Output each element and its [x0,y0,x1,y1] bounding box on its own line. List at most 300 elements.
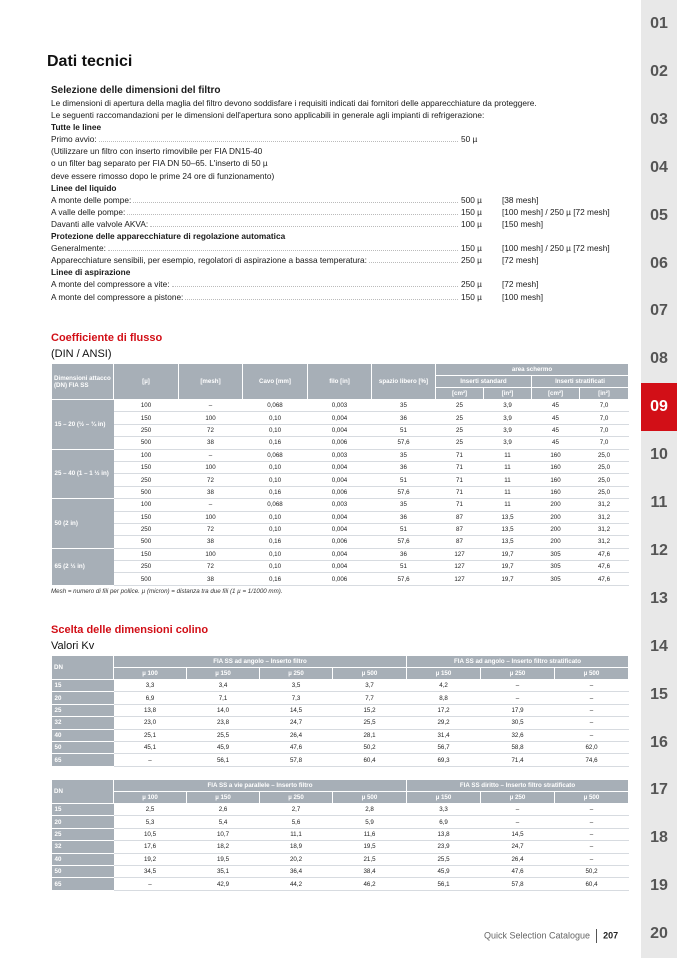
col-group-a: FIA SS a vie parallele – Inserto filtro [114,780,407,792]
table-cell: 500 [114,486,179,498]
table-row [52,474,629,486]
table-cell: 100 [179,461,243,473]
dn-cell: 25 [52,704,114,716]
table-cell: 13,5 [484,523,532,535]
filter-row [51,218,626,230]
table-cell: 47,6 [580,561,629,573]
table-cell: 23,0 [114,717,187,729]
table-row [52,853,629,865]
table-cell: – [114,754,187,766]
table-cell: 7,0 [580,424,629,436]
filter-row-micron: 500 µ [461,194,482,205]
table-cell: 20,2 [260,853,333,865]
table-cell: 71,4 [481,754,555,766]
table-cell: – [555,853,629,865]
table-cell: 25,5 [407,853,481,865]
col-micron: µ 150 [187,792,260,804]
table-cell: 11 [484,499,532,511]
chapter-tab-16: 16 [650,733,668,751]
table-row [52,424,629,436]
table-row [52,680,629,692]
filter-rows [51,121,626,302]
chapter-tab-08: 08 [650,350,668,368]
table-cell: 17,2 [407,704,481,716]
table-cell: 15,2 [333,704,407,716]
col-filo: filo [in] [308,364,372,400]
table-cell: 14,5 [481,828,555,840]
table-cell: 150 [114,548,179,560]
table-cell: 51 [372,523,436,535]
col-micron: µ 250 [481,792,555,804]
table-cell: 5,6 [260,816,333,828]
filter-row-mesh: [72 mesh] [502,255,539,266]
table-cell: 36 [372,412,436,424]
table-cell: 32,6 [481,729,555,741]
filter-row-label: Apparecchiature sensibili, per esempio, regolatori di aspirazione a bassa temperatura: [51,255,367,266]
dn-cell: 40 [52,729,114,741]
page-title: Dati tecnici [47,53,133,70]
col-micron: µ 250 [260,668,333,680]
table-row [52,741,629,753]
table-cell: 19,5 [187,853,260,865]
table-cell: 25,0 [580,449,629,461]
col-unit: [in²] [484,388,532,400]
filter-row-micron: 100 µ [461,218,482,229]
col-mesh: [mesh] [179,364,243,400]
table-cell: 31,4 [407,729,481,741]
page-number: 207 [603,930,619,941]
dn-cell: 15 [52,804,114,816]
col-micron: µ 500 [555,668,629,680]
table-cell: 150 [114,461,179,473]
table-row [52,865,629,877]
table-cell: 25,5 [187,729,260,741]
dn-cell: 25 – 40 (1 – 1 ½ in) [52,449,114,499]
col-unit: [cm²] [532,388,580,400]
table-cell: 25,0 [580,474,629,486]
table-row [52,717,629,729]
table-cell: 38 [179,536,243,548]
dn-cell: 50 [52,741,114,753]
col-micron: µ 100 [114,792,187,804]
table-cell: 19,2 [114,853,187,865]
leader-dots [172,286,458,287]
table-cell: 127 [436,561,484,573]
table-cell: 13,8 [114,704,187,716]
table-cell: 5,4 [187,816,260,828]
table-cell: 62,0 [555,741,629,753]
table-cell: 25,0 [580,461,629,473]
leader-dots [185,299,458,300]
chapter-tab-11: 11 [650,494,668,511]
table-cell: 0,10 [243,561,308,573]
filter-row-mesh: [72 mesh] [502,279,539,290]
chapter-tab-04: 04 [650,158,668,176]
col-group-b: FIA SS diritto – Inserto filtro stratificato [407,780,629,792]
filter-row-label: A monte delle pompe: [51,194,132,205]
table-cell: – [555,729,629,741]
filter-row [51,194,626,206]
dn-cell: 15 – 20 (½ – ¾ in) [52,400,114,450]
table-row [52,437,629,449]
dn-cell: 20 [52,692,114,704]
filter-row-mesh: [100 mesh] / 250 µ [72 mesh] [502,243,610,254]
table-cell: 4,2 [407,680,481,692]
filter-row-label: deve essere rimosso dopo le prime 24 ore di funzionamento) [51,170,275,181]
footer-label: Quick Selection Catalogue [484,930,591,941]
table-row [52,841,629,853]
table-cell: 26,4 [481,853,555,865]
table-cell: 0,10 [243,461,308,473]
table-cell: – [555,717,629,729]
table-cell: 0,16 [243,536,308,548]
table-cell: 56,1 [407,878,481,890]
col-mu: [µ] [114,364,179,400]
filter-row-micron: 150 µ [461,206,482,217]
table-cell: 100 [179,511,243,523]
table-cell: 0,16 [243,573,308,585]
chapter-tab-02: 02 [650,62,668,80]
table-cell: 3,9 [484,412,532,424]
table-cell: 2,5 [114,804,187,816]
table-cell: 31,2 [580,536,629,548]
table-cell: 160 [532,486,580,498]
table-cell: 3,9 [484,400,532,412]
dn-cell: 65 (2 ½ in) [52,548,114,585]
col-dn: DN [52,656,114,680]
table-cell: 0,004 [308,561,372,573]
table-row [52,461,629,473]
table-cell: – [555,828,629,840]
table-cell: – [555,804,629,816]
table-cell: 57,6 [372,486,436,498]
table-cell: 11,1 [260,828,333,840]
table-cell: – [555,816,629,828]
table-row [52,486,629,498]
table-cell: 100 [179,548,243,560]
dn-cell: 65 [52,878,114,890]
table-cell: 18,9 [260,841,333,853]
table-cell: 42,9 [187,878,260,890]
table-row [52,523,629,535]
header-row [52,792,629,804]
table-cell: 45,9 [407,865,481,877]
filter-row [51,266,626,278]
table-cell: 45,1 [114,741,187,753]
table-cell: 71 [436,449,484,461]
chapter-tab-07: 07 [650,302,668,320]
table-cell: 14,0 [187,704,260,716]
table-cell: 250 [114,561,179,573]
table-cell: 160 [532,474,580,486]
header-row [52,780,629,792]
chapter-tab-05: 05 [650,206,668,224]
table-cell: 57,6 [372,573,436,585]
dn-cell: 15 [52,680,114,692]
filter-intro-2: Le seguenti raccomandazioni per le dimensioni dell'apertura sono applicabili in generale agli impianti di refrigerazione: [51,110,485,121]
filter-row-label: o un filter bag separato per FIA DN 50–65. L'inserto di 50 µ [51,158,268,169]
table-cell: 0,10 [243,474,308,486]
table-cell: 35 [372,400,436,412]
leader-dots [369,262,458,263]
table-cell: 100 [114,449,179,461]
table-cell: 71 [436,474,484,486]
table-cell: 3,4 [187,680,260,692]
filter-row [51,145,626,157]
table-cell: – [481,816,555,828]
filter-row-mesh: [100 mesh] / 250 µ [72 mesh] [502,206,610,217]
dn-cell: 50 (2 in) [52,499,114,549]
table-cell: 45 [532,437,580,449]
table-row [52,499,629,511]
kv-table-2 [51,779,629,891]
table-row [52,754,629,766]
flow-subtitle: (DIN / ANSI) [51,348,112,360]
table-cell: 500 [114,536,179,548]
table-cell: 13,5 [484,511,532,523]
table-cell: 25 [436,437,484,449]
table-cell: 71 [436,486,484,498]
table-cell: 19,7 [484,573,532,585]
table-cell: 127 [436,573,484,585]
dn-cell: 50 [52,865,114,877]
table-cell: – [179,499,243,511]
table-cell: 28,1 [333,729,407,741]
table-cell: 51 [372,561,436,573]
table-cell: 18,2 [187,841,260,853]
table-cell: 57,6 [372,437,436,449]
table-cell: 200 [532,536,580,548]
table-row [52,704,629,716]
table-cell: 3,3 [407,804,481,816]
dn-cell: 25 [52,828,114,840]
table-cell: 50,2 [555,865,629,877]
table-cell: 11 [484,486,532,498]
leader-dots [127,214,458,215]
table-cell: 25,5 [333,717,407,729]
table-cell: 500 [114,573,179,585]
table-cell: 26,4 [260,729,333,741]
table-cell: – [555,692,629,704]
header-row [52,668,629,680]
table-cell: 0,004 [308,424,372,436]
table-cell: 87 [436,511,484,523]
table-cell: 250 [114,474,179,486]
leader-dots [133,202,458,203]
leader-dots [108,250,458,251]
col-micron: µ 500 [333,668,407,680]
table-cell: 0,10 [243,511,308,523]
table-cell: 0,006 [308,536,372,548]
leader-dots [99,141,458,142]
table-row [52,400,629,412]
table-cell: 200 [532,511,580,523]
flow-note: Mesh = numero di fili per pollice. µ (micron) = distanza tra due fili (1 µ = 1/1000 mm). [51,588,283,595]
table-cell: 200 [532,499,580,511]
table-cell: 6,9 [114,692,187,704]
table-cell: 0,004 [308,474,372,486]
table-cell: 100 [114,400,179,412]
table-cell: 58,8 [481,741,555,753]
col-area: area schermo [436,364,629,376]
chapter-tab-20: 20 [650,925,668,943]
chapter-tab-06: 06 [650,254,668,272]
table-cell: 3,5 [260,680,333,692]
table-cell: 10,5 [114,828,187,840]
filter-row [51,230,626,242]
table-cell: 31,2 [580,511,629,523]
table-cell: 11 [484,461,532,473]
table-cell: 51 [372,474,436,486]
table-row [52,804,629,816]
chapter-tab-01: 01 [650,15,668,32]
table-cell: 21,5 [333,853,407,865]
col-micron: µ 500 [555,792,629,804]
table-cell: 25 [436,424,484,436]
table-cell: 0,006 [308,573,372,585]
table-cell: 17,9 [481,704,555,716]
table-row [52,729,629,741]
table-cell: 0,003 [308,499,372,511]
table-cell: – [555,704,629,716]
table-cell: 72 [179,523,243,535]
table-cell: – [114,878,187,890]
table-cell: – [555,680,629,692]
table-row [52,828,629,840]
filter-row-label: A monte del compressore a vite: [51,279,170,290]
table-cell: 0,068 [243,400,308,412]
table-row [52,816,629,828]
dn-cell: 40 [52,853,114,865]
filter-row [51,278,626,290]
col-group-b: FIA SS ad angolo – Inserto filtro stratificato [407,656,629,668]
table-cell: 13,5 [484,536,532,548]
table-cell: – [481,680,555,692]
table-cell: 60,4 [555,878,629,890]
col-spazio: spazio libero [%] [372,364,436,400]
table-cell: 57,8 [260,754,333,766]
chapter-tab-14: 14 [650,637,668,655]
table-cell: 7,7 [333,692,407,704]
col-group-a: FIA SS ad angolo – Inserto filtro [114,656,407,668]
table-cell: 0,003 [308,449,372,461]
table-cell: 250 [114,523,179,535]
filter-row [51,254,626,266]
filter-row [51,206,626,218]
table-cell: 35 [372,449,436,461]
table-cell: 11 [484,449,532,461]
table-cell: 38 [179,486,243,498]
filter-row [51,182,626,194]
filter-subheading: Protezione delle apparecchiature di regolazione automatica [51,231,286,242]
dn-cell: 32 [52,717,114,729]
filter-row-micron: 150 µ [461,291,482,302]
table-cell: 0,006 [308,437,372,449]
filter-heading: Selezione delle dimensioni del filtro [51,85,221,96]
filter-row-mesh: [38 mesh] [502,194,539,205]
table-cell: 3,9 [484,437,532,449]
dn-cell: 20 [52,816,114,828]
filter-row-label: (Utilizzare un filtro con inserto rimovibile per FIA DN15-40 [51,146,263,157]
table-cell: 35 [372,499,436,511]
table-cell: 150 [114,412,179,424]
flow-title: Coefficiente di flusso [51,332,163,344]
table-cell: 0,068 [243,499,308,511]
table-cell: 87 [436,536,484,548]
kv-table-1 [51,655,629,767]
table-cell: – [481,804,555,816]
table-cell: 13,8 [407,828,481,840]
table-cell: 7,1 [187,692,260,704]
table-cell: 8,8 [407,692,481,704]
table-cell: 31,2 [580,523,629,535]
footer [484,929,618,943]
table-cell: 6,9 [407,816,481,828]
table-cell: 35,1 [187,865,260,877]
strainer-title: Scelta delle dimensioni colino [51,624,209,636]
strainer-subtitle: Valori Kv [51,640,95,652]
table-cell: 36 [372,461,436,473]
table-cell: 0,068 [243,449,308,461]
col-micron: µ 150 [407,792,481,804]
col-unit: [cm²] [436,388,484,400]
table-cell: 127 [436,548,484,560]
table-cell: 7,0 [580,437,629,449]
table-cell: 0,16 [243,437,308,449]
table-cell: 0,004 [308,412,372,424]
filter-subheading: Tutte le linee [51,122,102,133]
filter-row [51,157,626,169]
table-cell: 200 [532,523,580,535]
col-micron: µ 150 [187,668,260,680]
table-cell: 305 [532,573,580,585]
table-row [52,536,629,548]
col-micron: µ 150 [407,668,481,680]
table-cell: 2,7 [260,804,333,816]
table-cell: 0,004 [308,523,372,535]
filter-row-label: A monte del compressore a pistone: [51,291,184,302]
table-cell: 31,2 [580,499,629,511]
table-cell: 500 [114,437,179,449]
table-cell: 0,004 [308,548,372,560]
table-cell: 19,5 [333,841,407,853]
col-micron: µ 250 [481,668,555,680]
table-cell: 2,8 [333,804,407,816]
table-cell: 19,7 [484,561,532,573]
table-cell: 25 [436,412,484,424]
table-cell: 100 [114,499,179,511]
table-cell: 72 [179,561,243,573]
table-cell: 45 [532,424,580,436]
chapter-tab-17: 17 [650,781,668,799]
table-cell: 0,16 [243,486,308,498]
table-cell: 19,7 [484,548,532,560]
dn-cell: 65 [52,754,114,766]
col-std: Inserti standard [436,376,532,388]
table-cell: 45,9 [187,741,260,753]
col-dn: Dimensioni attacco (DN) FIA SS [52,364,114,400]
filter-row-mesh: [100 mesh] [502,291,544,302]
table-cell: 25 [436,400,484,412]
table-cell: 25,1 [114,729,187,741]
chapter-tab-12: 12 [650,541,668,559]
chapter-tab-03: 03 [650,110,668,128]
filter-row-label: Generalmente: [51,243,106,254]
table-cell: 72 [179,424,243,436]
table-cell: 25,0 [580,486,629,498]
table-cell: 57,8 [481,878,555,890]
table-cell: 45 [532,412,580,424]
